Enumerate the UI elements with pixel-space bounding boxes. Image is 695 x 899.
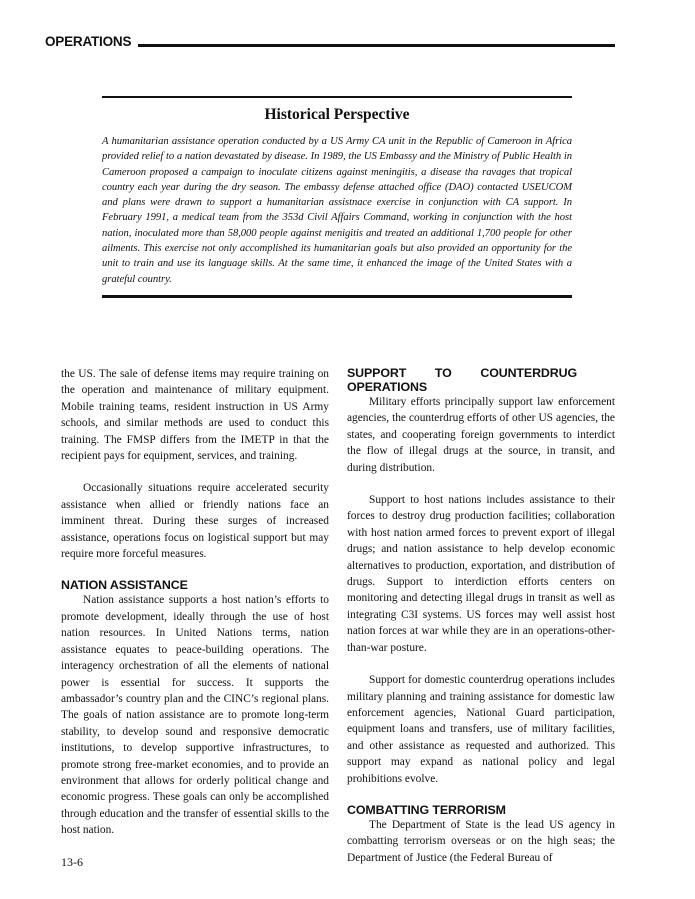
running-header-title: OPERATIONS <box>45 34 132 49</box>
box-bottom-rule <box>102 295 572 298</box>
heading-counterdrug: SUPPORT TO COUNTERDRUG OPERATIONS <box>347 366 577 394</box>
paragraph-terrorism: The Department of State is the lead US agency in combatting terrorism overseas or on the high seas; the Department of Justice (the Federal Bureau of <box>347 818 615 864</box>
header-rule <box>138 44 615 47</box>
box-top-rule <box>102 96 572 98</box>
paragraph-accelerated-assistance: Occasionally situations require accelerated security assistance when allied or friendly nations face an imminent threat. During these surges of increased assistance, operations focus on logistical support but may require more forceful measures. <box>61 482 329 561</box>
heading-combatting-terrorism: COMBATTING TERRORISM <box>347 802 506 817</box>
paragraph-counterdrug-2: Support to host nations includes assistance to their forces to destroy drug production facilities; collaboration with host nation armed forces to prevent export of illegal drugs; and nation assistance to help develop economic alternatives to production, exportation, and distribution of drugs. Support to interdiction efforts centers on monitoring and detecting illegal drugs in transit as well as integrating C3I systems. US forces may well assist host nation forces at war while they are in an operations-other-than-war posture. <box>347 494 615 654</box>
heading-nation-assistance: NATION ASSISTANCE <box>61 578 188 593</box>
box-title: Historical Perspective <box>264 106 410 123</box>
paragraph-fmsp: the US. The sale of defense items may require training on the operation and maintenance of military equipment. Mobile training teams, resident instruction in US Army schools, and similar methods are used to conduct this training. The FMSP differs from the IMETP in that the recipient pays for equipment, services, and training. <box>61 368 329 463</box>
right-column <box>347 366 615 866</box>
running-header <box>45 33 615 49</box>
historical-perspective-box <box>102 96 572 299</box>
paragraph-nation-assistance: Nation assistance supports a host nation’s efforts to promote development, ideally through the use of host nation resources. In United Nations terms, nation assistance equates to peace-building operations. The interagency orchestration of all the elements of national power is essential for success. It supports the ambassador’s country plan and the CINC’s regional plans. The goals of nation assistance are to promote long-term stability, to develop sound and responsive democratic institutions, to develop supportive infrastructures, to promote strong free-market economies, and to provide an environment that allows for orderly political change and economic progress. These goals can only be accomplished through education and the transfer of essential skills to the host nation. <box>61 594 329 837</box>
paragraph-counterdrug-1: Military efforts principally support law enforcement agencies, the counterdrug efforts of other US agencies, the states, and cooperating foreign governments to interdict the flow of illegal drugs at the source, in transit, and during distribution. <box>347 396 615 474</box>
paragraph-counterdrug-3: Support for domestic counterdrug operations includes military planning and training assistance for domestic law enforcement agencies, National Guard participation, equipment loans and transfers, use of military facilities, and other assistance as requested and authorized. This support may expand as national policy and legal prohibitions evolve. <box>347 674 615 785</box>
box-text: A humanitarian assistance operation conducted by a US Army CA unit in the Republic of Cameroon in Africa provided relief to a nation devastated by disease. In 1989, the US Embassy and the Ministry of Public Health in Cameroon proposed a campaign to inoculate citizens against meningitis, a disease tha ravages that tropical country each year during the dry season. The embassy defense attached office (DAO) contacted USEUCOM and plans were drawn to support a humanitarian assistnace exercise in conjunction with CA support. In February 1991, a medical team from the 353d Civil Affairs Command, working in conjunction with the host nation, inoculated more than 58,000 people against menigitis and treated an additional 1,700 people for other ailments. This exercise not only accomplished its humanitarian goals but also provided an opportunity for the unit to train and use its language skills. At the same time, it enhanced the image of the United States with a grateful country. <box>102 136 572 285</box>
page-number: 13-6 <box>61 855 83 869</box>
left-column <box>61 366 329 839</box>
